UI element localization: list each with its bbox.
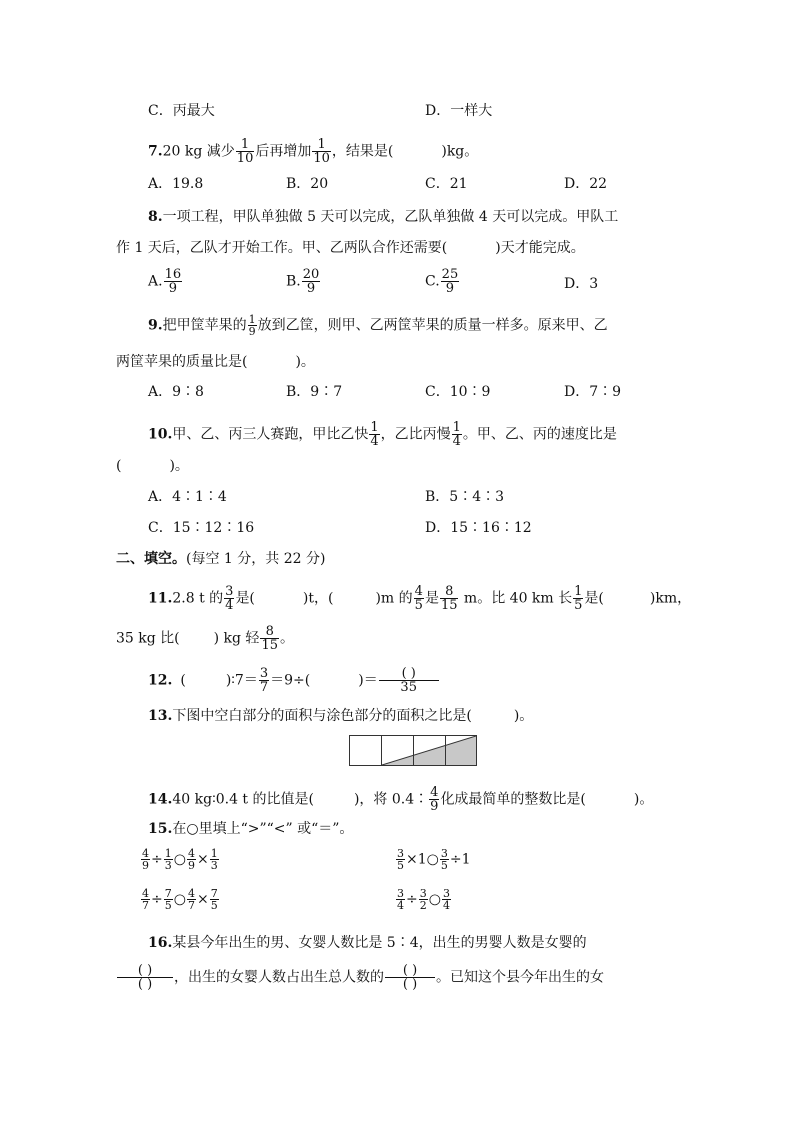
- area-ratio-figure: [349, 735, 477, 766]
- q10-option-d: D．15∶16∶12: [425, 520, 532, 536]
- q7-option-c: C．21: [425, 176, 468, 192]
- question-9-line2: 两筐苹果的质量比是( )。: [116, 354, 315, 370]
- question-13: 13.下图中空白部分的面积与涂色部分的面积之比是( )。: [148, 708, 534, 724]
- question-14: 14.40 kg∶0.4 t 的比值是( )，将 0.4∶ $\frac{4}{9}$ 化成最简单的整数比是( )。: [148, 785, 654, 814]
- question-8: 8.一项工程，甲队单独做 5 天可以完成，乙队单独做 4 天可以完成。甲队工: [148, 209, 619, 225]
- q9-option-c: C．10∶9: [425, 384, 491, 400]
- q7-option-a: A．19.8: [148, 176, 204, 192]
- comparison-1: $\frac{4}{9}$ ÷ $\frac{1}{3}$ ○ $\frac{4}{9}$ × $\frac{1}{3}$: [142, 847, 218, 872]
- comparison-2: $\frac{3}{5}$ ×1○ $\frac{3}{5}$ ÷1: [397, 847, 471, 872]
- q10-option-b: B．5∶4∶3: [425, 489, 505, 505]
- figure-divider: [445, 736, 446, 765]
- question-16: 16.某县今年出生的男、女婴人数比是 5∶4，出生的男婴人数是女婴的: [148, 935, 587, 951]
- question-15: 15.在○里填上“>”“<” 或“＝”。: [148, 821, 354, 837]
- question-12: 12. ( )∶7＝ $\frac{3}{7}$ ＝9÷( )＝ ( ) 35: [148, 667, 440, 694]
- question-11: 11.2.8 t 的 $\frac{3}{4}$ 是( )t，( )m 的 $\frac{4}{5}$ 是 $\frac{8}{15}$ m。比 40 km 长 $\frac{1}{5}$ 是( )km，: [148, 584, 692, 613]
- question-10-line2: ( )。: [116, 458, 189, 474]
- figure-divider: [413, 736, 414, 765]
- q9-option-a: A．9∶8: [148, 384, 204, 400]
- comparison-3: $\frac{4}{7}$ ÷ $\frac{7}{5}$ ○ $\frac{4}{7}$ × $\frac{7}{5}$: [142, 887, 218, 912]
- question-9: 9.把甲筐苹果的 $\frac{1}{9}$ 放到乙筐，则甲、乙两筐苹果的质量一样多。原来甲、乙: [148, 313, 608, 338]
- fraction: $\frac{1}{10}$: [313, 137, 330, 166]
- compare-circle[interactable]: ○: [428, 891, 441, 908]
- q8-option-c: C. $\frac{25}{9}$: [425, 267, 459, 296]
- question-11-line2: 35 kg 比( ) kg 轻 $\frac{8}{15}$ 。: [116, 624, 294, 653]
- question-7: 7.20 kg 减少 $\frac{1}{10}$ 后再增加 $\frac{1}{10}$ ，结果是( )kg。: [148, 137, 479, 166]
- fraction: $\frac{1}{10}$: [236, 137, 254, 166]
- question-10: 10.甲、乙、丙三人赛跑，甲比乙快 $\frac{1}{4}$ ，乙比丙慢 $\frac{1}{4}$ 。甲、乙、丙的速度比是: [148, 420, 617, 449]
- comparison-4: $\frac{3}{4}$ ÷ $\frac{3}{2}$ ○ $\frac{3}{4}$: [397, 887, 450, 912]
- q8-option-d: D．3: [564, 276, 599, 292]
- q6-option-d: D．一样大: [425, 103, 493, 119]
- q10-option-c: C．15∶12∶16: [148, 520, 255, 536]
- q8-option-a: A. $\frac{16}{9}$: [148, 267, 182, 296]
- figure-divider: [381, 736, 382, 765]
- q6-option-c: C．丙最大: [148, 103, 215, 119]
- question-8-line2: 作 1 天后，乙队才开始工作。甲、乙两队合作还需要( )天才能完成。: [116, 240, 585, 256]
- q9-option-d: D．7∶9: [564, 384, 622, 400]
- compare-circle[interactable]: ○: [426, 851, 439, 868]
- q10-option-a: A．4∶1∶4: [148, 489, 227, 505]
- compare-circle[interactable]: ○: [173, 851, 186, 868]
- section-2-heading: 二、填空。(每空 1 分，共 22 分): [116, 551, 326, 567]
- q7-option-d: D．22: [564, 176, 608, 192]
- compare-circle[interactable]: ○: [173, 891, 186, 908]
- q8-option-b: B. $\frac{20}{9}$: [286, 267, 320, 296]
- q7-option-b: B．20: [286, 176, 329, 192]
- question-16-line2: ( ) ( ) ，出生的女婴人数占出生总人数的 ( ) ( ) 。已知这个县今年出生的女: [116, 964, 604, 991]
- q9-option-b: B．9∶7: [286, 384, 343, 400]
